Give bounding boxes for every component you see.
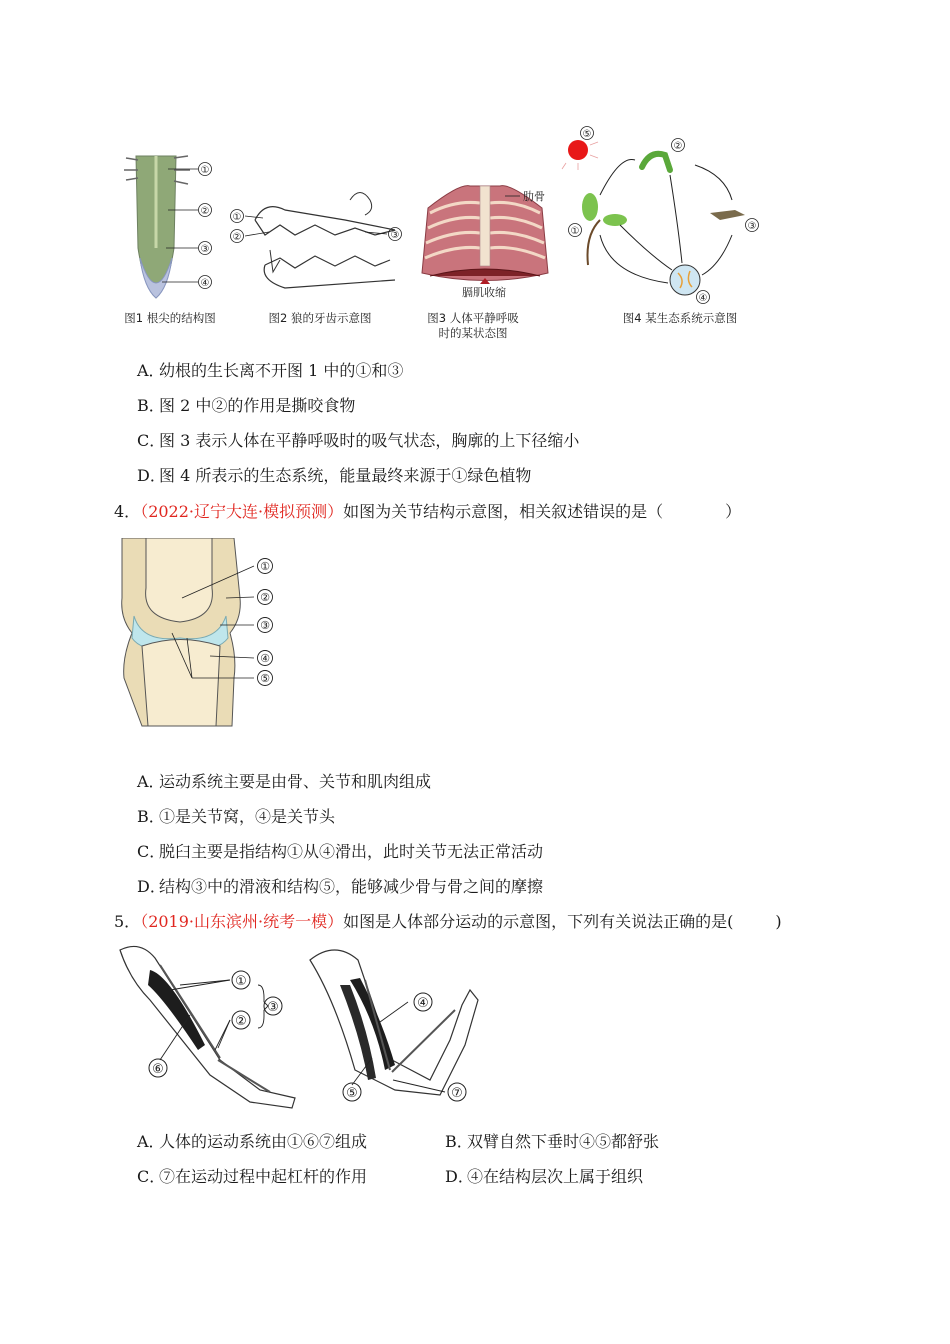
- fig4-label-1: ①: [570, 226, 580, 237]
- fig4-caption: 图4 某生态系统示意图: [622, 311, 738, 325]
- q5-option-b[interactable]: [445, 1132, 659, 1152]
- arm-label-5: ⑤: [346, 1086, 358, 1101]
- q5-option-d[interactable]: [445, 1167, 643, 1187]
- arm-label-4: ④: [417, 996, 429, 1011]
- fig1-label-3: ③: [200, 244, 210, 255]
- option-letter: D．: [137, 466, 166, 485]
- fig1-caption: 图1 根尖的结构图: [124, 311, 216, 325]
- option-text: ④在结构层次上属于组织: [467, 1167, 644, 1186]
- option-text: 结构③中的滑液和结构⑤，能够减少骨与骨之间的摩擦: [159, 877, 544, 896]
- fig3-rib-label: 肋骨: [523, 190, 545, 203]
- fig4-label-3: ③: [747, 221, 757, 232]
- q5-stem: [114, 912, 782, 932]
- wolf-teeth-figure: [225, 180, 410, 300]
- option-text: 幼根的生长离不开图 1 中的①和③: [159, 361, 404, 380]
- joint-label-2: ②: [260, 591, 270, 604]
- option-letter: C．: [137, 1167, 166, 1186]
- joint-figure: [112, 538, 282, 728]
- fig3-caption: [418, 311, 528, 341]
- fig2-label-3: ③: [390, 230, 400, 241]
- option-letter: B．: [137, 396, 165, 415]
- question-text: 如图是人体部分运动的示意图，下列有关说法正确的是(: [343, 912, 734, 931]
- q4-stem: [114, 502, 741, 522]
- q5-option-a[interactable]: [137, 1132, 367, 1152]
- option-letter: A．: [137, 772, 165, 791]
- fig3-caption-line1: 图3 人体平静呼吸: [427, 311, 519, 325]
- option-letter: A．: [137, 361, 165, 380]
- question-source: （2022·辽宁大连·模拟预测）: [140, 502, 344, 521]
- joint-label-4: ④: [260, 652, 270, 665]
- q3-option-a[interactable]: [137, 361, 403, 381]
- option-letter: B．: [445, 1132, 473, 1151]
- q3-option-b[interactable]: [137, 396, 355, 416]
- fig1-label-1: ①: [200, 165, 210, 176]
- fig4-label-2: ②: [673, 141, 683, 152]
- fig1-label-2: ②: [200, 206, 210, 217]
- option-letter: C．: [137, 842, 166, 861]
- fig2-label-1: ①: [232, 212, 242, 223]
- q4-option-c[interactable]: [137, 842, 543, 862]
- fig2-caption: 图2 狼的牙齿示意图: [268, 311, 372, 325]
- arm-label-1: ①: [235, 974, 247, 989]
- question-source: （2019·山东滨州·统考一模）: [140, 912, 344, 931]
- option-text: 图 3 表示人体在平静呼吸时的吸气状态，胸廓的上下径缩小: [159, 431, 580, 450]
- q5-option-c[interactable]: [137, 1167, 367, 1187]
- option-text: 运动系统主要是由骨、关节和肌肉组成: [159, 772, 432, 791]
- joint-label-1: ①: [260, 560, 270, 573]
- fig1-label-4: ④: [200, 278, 210, 289]
- question-number: 4．: [114, 502, 141, 521]
- joint-label-3: ③: [260, 619, 270, 632]
- question-number: 5．: [114, 912, 141, 931]
- q3-option-c[interactable]: [137, 431, 579, 451]
- arm-movement-figure: [110, 940, 480, 1112]
- option-text: 人体的运动系统由①⑥⑦组成: [159, 1132, 368, 1151]
- question-text: 如图为关节结构示意图，相关叙述错误的是（: [343, 502, 664, 521]
- option-letter: D．: [137, 877, 166, 896]
- option-text: 脱臼主要是指结构①从④滑出，此时关节无法正常活动: [159, 842, 544, 861]
- option-letter: B．: [137, 807, 165, 826]
- option-letter: C．: [137, 431, 166, 450]
- option-text: ①是关节窝，④是关节头: [159, 807, 336, 826]
- root-tip-figure: [118, 148, 223, 303]
- fig3-diaphragm-label: 膈肌收缩: [462, 286, 506, 299]
- arm-label-6: ⑥: [152, 1062, 164, 1077]
- q3-option-d[interactable]: [137, 466, 531, 486]
- option-text: 图 2 中②的作用是撕咬食物: [159, 396, 356, 415]
- question-blank-end: ): [775, 912, 782, 931]
- q4-option-a[interactable]: [137, 772, 431, 792]
- option-letter: A．: [137, 1132, 165, 1151]
- option-text: ⑦在运动过程中起杠杆的作用: [159, 1167, 368, 1186]
- arm-label-2: ②: [235, 1014, 247, 1029]
- joint-label-5: ⑤: [260, 672, 270, 685]
- option-text: 图 4 所表示的生态系统，能量最终来源于①绿色植物: [159, 466, 532, 485]
- q4-option-b[interactable]: [137, 807, 335, 827]
- fig4-label-5: ⑤: [582, 129, 592, 140]
- arm-label-3: ③: [267, 1000, 279, 1015]
- option-text: 双臂自然下垂时④⑤都舒张: [467, 1132, 660, 1151]
- arm-label-7: ⑦: [451, 1086, 463, 1101]
- fig3-caption-line2: 时的某状态图: [438, 326, 508, 340]
- question-blank-end: ）: [725, 502, 742, 521]
- option-letter: D．: [445, 1167, 474, 1186]
- fig4-label-4: ④: [698, 293, 708, 304]
- ecosystem-figure: [560, 125, 770, 305]
- fig2-label-2: ②: [232, 232, 242, 243]
- rib-cage-figure: [410, 178, 560, 300]
- q4-option-d[interactable]: [137, 877, 543, 897]
